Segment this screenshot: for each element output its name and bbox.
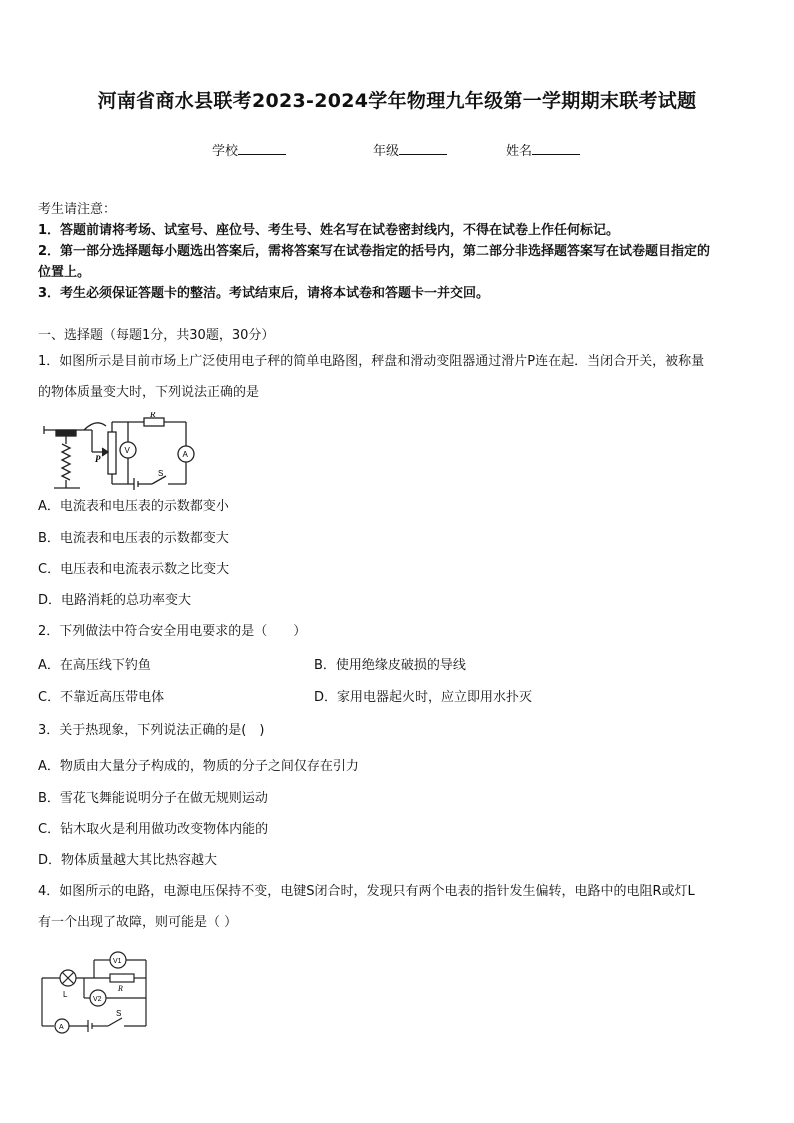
school-label: 学校 [212, 144, 239, 159]
name-label: 姓名 [506, 144, 533, 159]
q1-label-a: A [182, 450, 188, 459]
q4-label-v1: V1 [113, 958, 122, 965]
q4-circuit-figure [38, 950, 150, 1034]
q1-label-r: R [150, 412, 156, 419]
q3-option-a: A．物质由大量分子构成的，物质的分子之间仅存在引力 [38, 759, 359, 774]
q2-option-a: A．在高压线下钓鱼 [38, 658, 151, 673]
notice-item-2-cont: 位置上。 [38, 265, 91, 280]
grade-field [373, 140, 447, 159]
q3-option-b: B．雪花飞舞能说明分子在做无规则运动 [38, 791, 268, 806]
q2-option-d: D．家用电器起火时，应立即用水扑灭 [314, 690, 533, 705]
q4-label-l: L [63, 990, 68, 999]
name-blank [532, 142, 580, 155]
q1-option-a: A．电流表和电压表的示数都变小 [38, 499, 229, 514]
q1-label-v: V [124, 446, 130, 455]
student-info-row [0, 140, 794, 160]
q1-label-s: S [158, 469, 164, 478]
notice-item-2: 2．第一部分选择题每小题选出答案后，需将答案写在试卷指定的括号内，第二部分非选择题答案写在试卷题目指定的 [38, 244, 711, 259]
q2-option-b: B．使用绝缘皮破损的导线 [314, 658, 466, 673]
q3-option-c: C．钻木取火是利用做功改变物体内能的 [38, 822, 269, 837]
notice-item-3: 3．考生必须保证答题卡的整洁。考试结束后，请将本试卷和答题卡一并交回。 [38, 286, 490, 301]
q4-stem-line1: 4．如图所示的电路，电源电压保持不变，电键S闭合时，发现只有两个电表的指针发生偏转，电路中的电阻R或灯L [38, 884, 695, 899]
grade-blank [399, 142, 447, 155]
q1-option-c: C．电压表和电流表示数之比变大 [38, 562, 230, 577]
q1-label-p: P [95, 454, 101, 464]
q4-label-v2: V2 [93, 996, 102, 1003]
q4-label-r: R [118, 984, 123, 993]
q2-stem: 2．下列做法中符合安全用电要求的是（ ） [38, 624, 307, 639]
name-field [506, 140, 580, 159]
q1-option-d: D．电路消耗的总功率变大 [38, 593, 192, 608]
school-field [212, 140, 286, 159]
q2-option-c: C．不靠近高压带电体 [38, 690, 165, 705]
q4-label-a: A [59, 1024, 64, 1031]
notice-heading: 考生请注意： [38, 202, 117, 217]
q1-stem-line2: 的物体质量变大时，下列说法正确的是 [38, 385, 260, 400]
section-heading: 一、选择题（每题1分，共30题，30分） [38, 328, 275, 343]
q4-label-s: S [116, 1009, 122, 1018]
exam-title: 河南省商水县联考2023-2024学年物理九年级第一学期期末联考试题 [97, 90, 697, 112]
q4-stem-line2: 有一个出现了故障，则可能是（ ） [38, 915, 238, 930]
q3-stem: 3．关于热现象，下列说法正确的是( ) [38, 723, 265, 738]
q1-circuit-figure [40, 412, 196, 492]
grade-label: 年级 [373, 144, 400, 159]
notice-item-1: 1．答题前请将考场、试室号、座位号、考生号、姓名写在试卷密封线内，不得在试卷上作任何标记。 [38, 223, 620, 238]
q3-option-d: D．物体质量越大其比热容越大 [38, 853, 218, 868]
q1-option-b: B．电流表和电压表的示数都变大 [38, 531, 229, 546]
q1-stem-line1: 1．如图所示是目前市场上广泛使用电子秤的简单电路图，秤盘和滑动变阻器通过滑片P连在起．当闭合开关，被称量 [38, 354, 705, 369]
school-blank [238, 142, 286, 155]
